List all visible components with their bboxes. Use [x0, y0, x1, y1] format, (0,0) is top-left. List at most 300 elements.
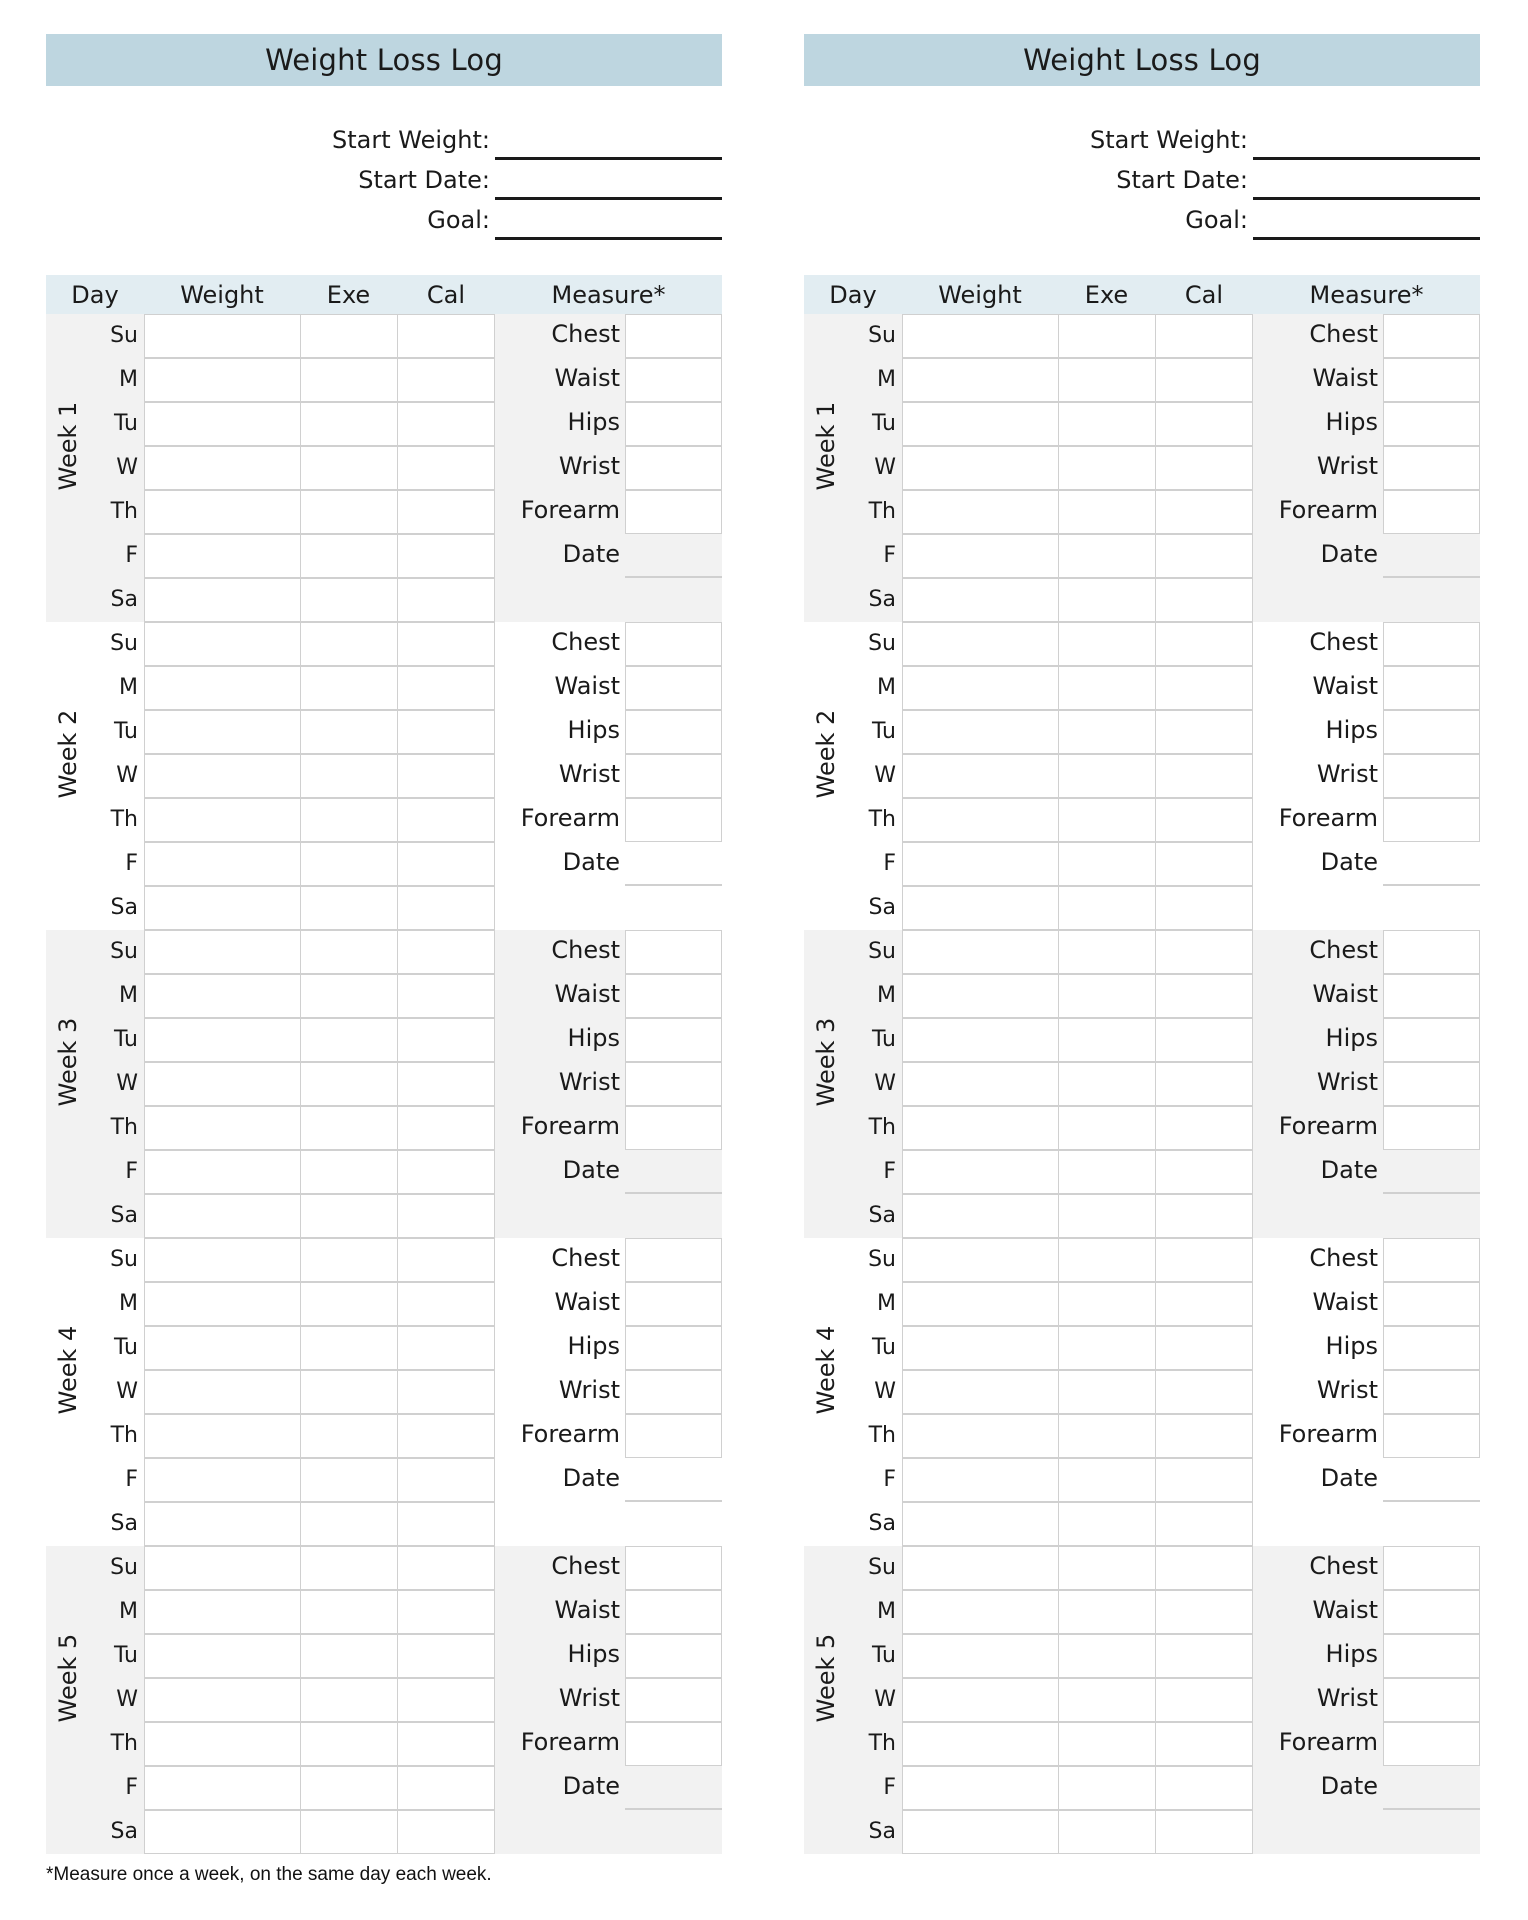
cal-cell[interactable] — [1155, 490, 1253, 534]
cal-cell[interactable] — [397, 1194, 495, 1238]
cal-cell[interactable] — [1155, 358, 1253, 402]
waist-measure-cell[interactable] — [1383, 358, 1480, 402]
weight-cell[interactable] — [144, 754, 301, 798]
waist-measure-cell[interactable] — [625, 666, 722, 710]
exe-cell[interactable] — [1058, 622, 1156, 666]
weight-cell[interactable] — [144, 1810, 301, 1854]
wrist-measure-cell[interactable] — [1383, 446, 1480, 490]
forearm-measure-cell[interactable] — [625, 798, 722, 842]
day-label: Tu — [871, 1335, 896, 1360]
exe-cell[interactable] — [1058, 666, 1156, 710]
cal-cell[interactable] — [397, 974, 495, 1018]
weight-cell[interactable] — [144, 402, 301, 446]
weight-cell[interactable] — [144, 1018, 301, 1062]
start-date-field[interactable] — [495, 197, 722, 200]
measure-label: Forearm — [1278, 496, 1378, 524]
measure-date-field[interactable] — [1383, 576, 1480, 578]
exe-cell[interactable] — [1058, 886, 1156, 930]
exe-cell[interactable] — [300, 930, 398, 974]
cal-cell[interactable] — [397, 666, 495, 710]
weight-cell[interactable] — [144, 1062, 301, 1106]
exe-cell[interactable] — [300, 1194, 398, 1238]
cal-cell[interactable] — [397, 446, 495, 490]
weight-cell[interactable] — [902, 710, 1059, 754]
exe-cell[interactable] — [300, 886, 398, 930]
cal-cell[interactable] — [1155, 314, 1253, 358]
cal-cell[interactable] — [397, 886, 495, 930]
hips-measure-cell[interactable] — [625, 1018, 722, 1062]
field-label: Start Date: — [358, 166, 490, 194]
hips-measure-cell[interactable] — [625, 1326, 722, 1370]
exe-cell[interactable] — [1058, 974, 1156, 1018]
chest-measure-cell[interactable] — [625, 622, 722, 666]
exe-cell[interactable] — [300, 578, 398, 622]
cal-cell[interactable] — [1155, 1194, 1253, 1238]
weight-cell[interactable] — [902, 534, 1059, 578]
wrist-measure-cell[interactable] — [625, 1678, 722, 1722]
cal-cell[interactable] — [397, 1590, 495, 1634]
forearm-measure-cell[interactable] — [1383, 798, 1480, 842]
chest-measure-cell[interactable] — [625, 930, 722, 974]
cal-cell[interactable] — [1155, 622, 1253, 666]
cal-cell[interactable] — [397, 1062, 495, 1106]
cal-cell[interactable] — [1155, 1282, 1253, 1326]
weight-cell[interactable] — [902, 1150, 1059, 1194]
cal-cell[interactable] — [1155, 666, 1253, 710]
exe-cell[interactable] — [1058, 1414, 1156, 1458]
weight-cell[interactable] — [144, 930, 301, 974]
cal-cell[interactable] — [397, 1502, 495, 1546]
weight-cell[interactable] — [902, 1238, 1059, 1282]
cal-cell[interactable] — [1155, 534, 1253, 578]
exe-cell[interactable] — [300, 1722, 398, 1766]
weight-cell[interactable] — [902, 1282, 1059, 1326]
chest-measure-cell[interactable] — [625, 314, 722, 358]
weight-cell[interactable] — [902, 1326, 1059, 1370]
weight-cell[interactable] — [902, 842, 1059, 886]
weight-cell[interactable] — [144, 1502, 301, 1546]
weight-cell[interactable] — [902, 622, 1059, 666]
exe-cell[interactable] — [1058, 1546, 1156, 1590]
exe-cell[interactable] — [1058, 1238, 1156, 1282]
weight-cell[interactable] — [144, 1194, 301, 1238]
cal-cell[interactable] — [397, 1370, 495, 1414]
weight-cell[interactable] — [902, 1018, 1059, 1062]
weight-cell[interactable] — [144, 710, 301, 754]
cal-cell[interactable] — [397, 1282, 495, 1326]
cal-cell[interactable] — [1155, 1590, 1253, 1634]
cal-cell[interactable] — [397, 1326, 495, 1370]
weight-cell[interactable] — [902, 1766, 1059, 1810]
hips-measure-cell[interactable] — [1383, 1634, 1480, 1678]
exe-cell[interactable] — [1058, 842, 1156, 886]
exe-cell[interactable] — [1058, 1766, 1156, 1810]
wrist-measure-cell[interactable] — [1383, 1062, 1480, 1106]
chest-measure-cell[interactable] — [1383, 930, 1480, 974]
weight-cell[interactable] — [144, 1590, 301, 1634]
hips-measure-cell[interactable] — [1383, 402, 1480, 446]
weight-cell[interactable] — [144, 490, 301, 534]
waist-measure-cell[interactable] — [1383, 1282, 1480, 1326]
weight-cell[interactable] — [144, 1238, 301, 1282]
exe-cell[interactable] — [300, 974, 398, 1018]
weight-cell[interactable] — [144, 1546, 301, 1590]
exe-cell[interactable] — [300, 1282, 398, 1326]
weight-cell[interactable] — [902, 886, 1059, 930]
exe-cell[interactable] — [1058, 1590, 1156, 1634]
goal-field[interactable] — [1253, 237, 1480, 240]
weight-cell[interactable] — [144, 314, 301, 358]
cal-cell[interactable] — [397, 490, 495, 534]
column-header-cal: Cal — [1184, 280, 1224, 309]
exe-cell[interactable] — [1058, 710, 1156, 754]
exe-cell[interactable] — [1058, 798, 1156, 842]
exe-cell[interactable] — [300, 1238, 398, 1282]
measure-label: Wrist — [1316, 452, 1378, 480]
waist-measure-cell[interactable] — [1383, 666, 1480, 710]
weight-cell[interactable] — [902, 1458, 1059, 1502]
weight-cell[interactable] — [902, 974, 1059, 1018]
header-field-row — [804, 162, 1480, 200]
cal-cell[interactable] — [1155, 798, 1253, 842]
weight-cell[interactable] — [902, 754, 1059, 798]
cal-cell[interactable] — [1155, 1678, 1253, 1722]
cal-cell[interactable] — [397, 1150, 495, 1194]
exe-cell[interactable] — [300, 1150, 398, 1194]
weight-cell[interactable] — [902, 1502, 1059, 1546]
column-header-row — [46, 275, 722, 314]
exe-cell[interactable] — [1058, 1370, 1156, 1414]
exe-cell[interactable] — [300, 842, 398, 886]
day-label: Tu — [113, 719, 138, 744]
weight-cell[interactable] — [902, 578, 1059, 622]
exe-cell[interactable] — [1058, 1678, 1156, 1722]
measure-date-field[interactable] — [625, 576, 722, 578]
exe-cell[interactable] — [300, 1326, 398, 1370]
weight-cell[interactable] — [902, 1194, 1059, 1238]
cal-cell[interactable] — [397, 1546, 495, 1590]
week-block — [46, 314, 722, 622]
chest-measure-cell[interactable] — [625, 1546, 722, 1590]
hips-measure-cell[interactable] — [625, 402, 722, 446]
cal-cell[interactable] — [397, 622, 495, 666]
waist-measure-cell[interactable] — [625, 1282, 722, 1326]
cal-cell[interactable] — [397, 1766, 495, 1810]
wrist-measure-cell[interactable] — [1383, 1370, 1480, 1414]
weight-cell[interactable] — [902, 1414, 1059, 1458]
weight-cell[interactable] — [144, 622, 301, 666]
chest-measure-cell[interactable] — [625, 1238, 722, 1282]
exe-cell[interactable] — [1058, 314, 1156, 358]
hips-measure-cell[interactable] — [1383, 1326, 1480, 1370]
weight-cell[interactable] — [144, 1458, 301, 1502]
exe-cell[interactable] — [300, 666, 398, 710]
exe-cell[interactable] — [300, 798, 398, 842]
hips-measure-cell[interactable] — [625, 710, 722, 754]
exe-cell[interactable] — [1058, 1194, 1156, 1238]
cal-cell[interactable] — [397, 710, 495, 754]
weight-cell[interactable] — [144, 1150, 301, 1194]
weight-cell[interactable] — [902, 798, 1059, 842]
forearm-measure-cell[interactable] — [625, 1414, 722, 1458]
week-block — [804, 930, 1480, 1238]
cal-cell[interactable] — [397, 402, 495, 446]
waist-measure-cell[interactable] — [625, 1590, 722, 1634]
weight-cell[interactable] — [902, 314, 1059, 358]
exe-cell[interactable] — [1058, 1458, 1156, 1502]
forearm-measure-cell[interactable] — [1383, 1106, 1480, 1150]
weight-cell[interactable] — [902, 1546, 1059, 1590]
cal-cell[interactable] — [397, 1634, 495, 1678]
cal-cell[interactable] — [1155, 842, 1253, 886]
chest-measure-cell[interactable] — [1383, 1238, 1480, 1282]
exe-cell[interactable] — [300, 710, 398, 754]
exe-cell[interactable] — [300, 1590, 398, 1634]
exe-cell[interactable] — [300, 1546, 398, 1590]
measure-date-field[interactable] — [1383, 884, 1480, 886]
hips-measure-cell[interactable] — [1383, 1018, 1480, 1062]
header-field-row — [46, 202, 722, 240]
exe-cell[interactable] — [1058, 754, 1156, 798]
exe-cell[interactable] — [1058, 402, 1156, 446]
weight-cell[interactable] — [144, 1722, 301, 1766]
cal-cell[interactable] — [1155, 1414, 1253, 1458]
exe-cell[interactable] — [300, 1414, 398, 1458]
weight-cell[interactable] — [902, 358, 1059, 402]
cal-cell[interactable] — [1155, 1458, 1253, 1502]
start-date-field[interactable] — [1253, 197, 1480, 200]
cal-cell[interactable] — [397, 1414, 495, 1458]
cal-cell[interactable] — [397, 578, 495, 622]
weight-cell[interactable] — [144, 886, 301, 930]
weight-cell[interactable] — [144, 534, 301, 578]
cal-cell[interactable] — [397, 1458, 495, 1502]
exe-cell[interactable] — [300, 1062, 398, 1106]
weight-cell[interactable] — [902, 1062, 1059, 1106]
cal-cell[interactable] — [397, 930, 495, 974]
cal-cell[interactable] — [1155, 402, 1253, 446]
exe-cell[interactable] — [300, 358, 398, 402]
measure-date-field[interactable] — [625, 1192, 722, 1194]
cal-cell[interactable] — [397, 358, 495, 402]
weight-cell[interactable] — [902, 1810, 1059, 1854]
measure-date-field[interactable] — [1383, 1808, 1480, 1810]
forearm-measure-cell[interactable] — [625, 1722, 722, 1766]
chest-measure-cell[interactable] — [1383, 622, 1480, 666]
exe-cell[interactable] — [1058, 1326, 1156, 1370]
forearm-measure-cell[interactable] — [1383, 490, 1480, 534]
chest-measure-cell[interactable] — [1383, 314, 1480, 358]
cal-cell[interactable] — [1155, 886, 1253, 930]
exe-cell[interactable] — [300, 446, 398, 490]
measure-date-field[interactable] — [1383, 1500, 1480, 1502]
cal-cell[interactable] — [1155, 754, 1253, 798]
exe-cell[interactable] — [1058, 1018, 1156, 1062]
cal-cell[interactable] — [1155, 1546, 1253, 1590]
weight-cell[interactable] — [902, 666, 1059, 710]
day-label: M — [119, 367, 138, 392]
measure-date-field[interactable] — [625, 1808, 722, 1810]
exe-cell[interactable] — [300, 402, 398, 446]
weight-cell[interactable] — [144, 1678, 301, 1722]
cal-cell[interactable] — [397, 798, 495, 842]
exe-cell[interactable] — [300, 754, 398, 798]
cal-cell[interactable] — [1155, 1238, 1253, 1282]
forearm-measure-cell[interactable] — [1383, 1722, 1480, 1766]
exe-cell[interactable] — [300, 1458, 398, 1502]
day-label: F — [883, 543, 896, 568]
exe-cell[interactable] — [300, 534, 398, 578]
cal-cell[interactable] — [1155, 1502, 1253, 1546]
cal-cell[interactable] — [1155, 578, 1253, 622]
exe-cell[interactable] — [1058, 534, 1156, 578]
weight-cell[interactable] — [144, 1634, 301, 1678]
wrist-measure-cell[interactable] — [625, 1062, 722, 1106]
weight-cell[interactable] — [902, 1722, 1059, 1766]
cal-cell[interactable] — [1155, 1018, 1253, 1062]
exe-cell[interactable] — [1058, 1282, 1156, 1326]
weight-cell[interactable] — [144, 1106, 301, 1150]
wrist-measure-cell[interactable] — [625, 446, 722, 490]
hips-measure-cell[interactable] — [625, 1634, 722, 1678]
exe-cell[interactable] — [300, 1370, 398, 1414]
measure-label: Date — [1320, 540, 1378, 568]
weight-cell[interactable] — [902, 1634, 1059, 1678]
waist-measure-cell[interactable] — [1383, 974, 1480, 1018]
exe-cell[interactable] — [300, 1018, 398, 1062]
weight-cell[interactable] — [144, 974, 301, 1018]
exe-cell[interactable] — [1058, 1722, 1156, 1766]
weight-cell[interactable] — [144, 578, 301, 622]
waist-measure-cell[interactable] — [625, 974, 722, 1018]
weight-cell[interactable] — [902, 1590, 1059, 1634]
weight-cell[interactable] — [902, 930, 1059, 974]
start-weight-field[interactable] — [495, 157, 722, 160]
weight-cell[interactable] — [144, 666, 301, 710]
exe-cell[interactable] — [300, 1634, 398, 1678]
weight-cell[interactable] — [144, 798, 301, 842]
forearm-measure-cell[interactable] — [1383, 1414, 1480, 1458]
day-label: F — [125, 1159, 138, 1184]
cal-cell[interactable] — [1155, 1106, 1253, 1150]
day-label: Tu — [113, 1027, 138, 1052]
exe-cell[interactable] — [1058, 358, 1156, 402]
cal-cell[interactable] — [1155, 1722, 1253, 1766]
weight-cell[interactable] — [902, 446, 1059, 490]
measure-label: Chest — [1309, 936, 1378, 964]
exe-cell[interactable] — [1058, 930, 1156, 974]
weight-cell[interactable] — [902, 402, 1059, 446]
cal-cell[interactable] — [1155, 1766, 1253, 1810]
exe-cell[interactable] — [1058, 578, 1156, 622]
exe-cell[interactable] — [1058, 446, 1156, 490]
cal-cell[interactable] — [397, 842, 495, 886]
cal-cell[interactable] — [397, 1106, 495, 1150]
day-label: Tu — [871, 411, 896, 436]
weight-cell[interactable] — [144, 842, 301, 886]
measure-label: Forearm — [520, 804, 620, 832]
cal-cell[interactable] — [1155, 1634, 1253, 1678]
weight-cell[interactable] — [902, 1106, 1059, 1150]
exe-cell[interactable] — [300, 1810, 398, 1854]
wrist-measure-cell[interactable] — [1383, 754, 1480, 798]
exe-cell[interactable] — [300, 1502, 398, 1546]
cal-cell[interactable] — [1155, 930, 1253, 974]
measure-label: Forearm — [520, 1728, 620, 1756]
week-block — [46, 622, 722, 930]
exe-cell[interactable] — [1058, 1810, 1156, 1854]
chest-measure-cell[interactable] — [1383, 1546, 1480, 1590]
day-label: Su — [110, 631, 138, 656]
forearm-measure-cell[interactable] — [625, 490, 722, 534]
cal-cell[interactable] — [397, 754, 495, 798]
goal-field[interactable] — [495, 237, 722, 240]
cal-cell[interactable] — [397, 1722, 495, 1766]
cal-cell[interactable] — [397, 1810, 495, 1854]
cal-cell[interactable] — [397, 1238, 495, 1282]
weight-cell[interactable] — [144, 1326, 301, 1370]
waist-measure-cell[interactable] — [625, 358, 722, 402]
measure-label: Forearm — [1278, 1420, 1378, 1448]
exe-cell[interactable] — [300, 490, 398, 534]
wrist-measure-cell[interactable] — [625, 1370, 722, 1414]
measure-date-field[interactable] — [625, 884, 722, 886]
exe-cell[interactable] — [1058, 1062, 1156, 1106]
weight-cell[interactable] — [902, 1370, 1059, 1414]
exe-cell[interactable] — [300, 1678, 398, 1722]
cal-cell[interactable] — [1155, 1326, 1253, 1370]
cal-cell[interactable] — [397, 314, 495, 358]
exe-cell[interactable] — [300, 622, 398, 666]
cal-cell[interactable] — [397, 534, 495, 578]
cal-cell[interactable] — [1155, 1150, 1253, 1194]
cal-cell[interactable] — [397, 1018, 495, 1062]
exe-cell[interactable] — [1058, 1634, 1156, 1678]
cal-cell[interactable] — [1155, 1370, 1253, 1414]
exe-cell[interactable] — [1058, 1106, 1156, 1150]
measure-date-field[interactable] — [1383, 1192, 1480, 1194]
cal-cell[interactable] — [1155, 710, 1253, 754]
exe-cell[interactable] — [1058, 490, 1156, 534]
weight-cell[interactable] — [902, 490, 1059, 534]
exe-cell[interactable] — [1058, 1502, 1156, 1546]
start-weight-field[interactable] — [1253, 157, 1480, 160]
weight-cell[interactable] — [144, 1766, 301, 1810]
weight-cell[interactable] — [144, 1282, 301, 1326]
exe-cell[interactable] — [300, 314, 398, 358]
measure-date-field[interactable] — [625, 1500, 722, 1502]
weight-cell[interactable] — [144, 1414, 301, 1458]
weight-cell[interactable] — [144, 358, 301, 402]
exe-cell[interactable] — [300, 1106, 398, 1150]
cal-cell[interactable] — [1155, 1062, 1253, 1106]
weight-cell[interactable] — [144, 446, 301, 490]
cal-cell[interactable] — [1155, 974, 1253, 1018]
exe-cell[interactable] — [1058, 1150, 1156, 1194]
wrist-measure-cell[interactable] — [1383, 1678, 1480, 1722]
measure-label: Chest — [551, 1552, 620, 1580]
waist-measure-cell[interactable] — [1383, 1590, 1480, 1634]
exe-cell[interactable] — [300, 1766, 398, 1810]
cal-cell[interactable] — [397, 1678, 495, 1722]
weight-cell[interactable] — [902, 1678, 1059, 1722]
wrist-measure-cell[interactable] — [625, 754, 722, 798]
cal-cell[interactable] — [1155, 446, 1253, 490]
weight-cell[interactable] — [144, 1370, 301, 1414]
cal-cell[interactable] — [1155, 1810, 1253, 1854]
hips-measure-cell[interactable] — [1383, 710, 1480, 754]
forearm-measure-cell[interactable] — [625, 1106, 722, 1150]
